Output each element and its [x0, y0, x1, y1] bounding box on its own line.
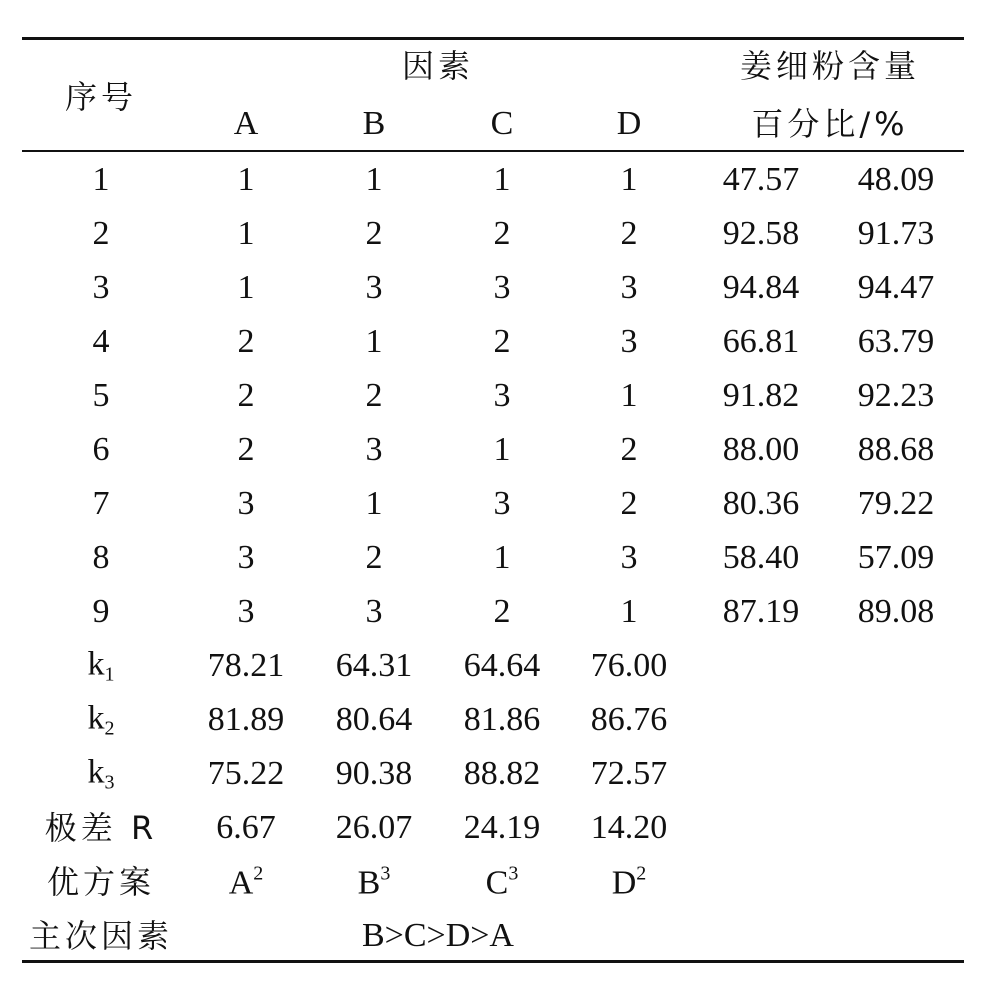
- table-cell-v1: 47.57: [722, 161, 800, 198]
- table-cell-c: 1: [493, 431, 511, 468]
- table-cell-v1: 88.00: [722, 431, 800, 468]
- table-cell-b: 3: [365, 593, 383, 630]
- table-cell-a: 1: [237, 215, 255, 252]
- table-cell-b: 2: [365, 215, 383, 252]
- k-cell-b: 80.64: [335, 701, 413, 738]
- k1-label: $k_1$: [87, 645, 115, 686]
- optimal-c: $C^3$: [485, 862, 519, 902]
- k-cell-c: 81.86: [463, 701, 541, 738]
- table-cell-b: 3: [365, 431, 383, 468]
- table-cell-v2: 92.23: [857, 377, 935, 414]
- table-cell-b: 1: [365, 161, 383, 198]
- table-cell-v1: 58.40: [722, 539, 800, 576]
- table-cell-seq: 6: [92, 431, 110, 468]
- table-cell-d: 2: [620, 215, 638, 252]
- table-cell-v2: 79.22: [857, 485, 935, 522]
- table-cell-seq: 8: [92, 539, 110, 576]
- table-cell-c: 1: [493, 539, 511, 576]
- optimal-d: $D^2$: [611, 862, 647, 902]
- table-cell-d: 2: [620, 485, 638, 522]
- table-cell-d: 3: [620, 323, 638, 360]
- table-cell-v1: 92.58: [722, 215, 800, 252]
- table-cell-seq: 1: [92, 161, 110, 198]
- table-cell-seq: 9: [92, 593, 110, 630]
- header-col-b: B: [362, 105, 386, 142]
- k3-label: $k_3$: [87, 753, 115, 794]
- table-cell-b: 3: [365, 269, 383, 306]
- table-cell-v2: 94.47: [857, 269, 935, 306]
- table-cell-d: 3: [620, 539, 638, 576]
- optimal-b: $B^3$: [357, 862, 391, 902]
- k2-label: $k_2$: [87, 699, 115, 740]
- table-cell-c: 2: [493, 323, 511, 360]
- table-cell-a: 3: [237, 593, 255, 630]
- table-cell-seq: 2: [92, 215, 110, 252]
- k-cell-d: 86.76: [590, 701, 668, 738]
- table-cell-c: 2: [493, 215, 511, 252]
- table-cell-c: 3: [493, 269, 511, 306]
- bottom-rule: [22, 960, 964, 963]
- table-cell-a: 3: [237, 539, 255, 576]
- range-cell-d: 14.20: [590, 809, 668, 846]
- k-cell-d: 76.00: [590, 647, 668, 684]
- k-cell-b: 64.31: [335, 647, 413, 684]
- table-cell-d: 3: [620, 269, 638, 306]
- table-cell-d: 2: [620, 431, 638, 468]
- table-cell-seq: 7: [92, 485, 110, 522]
- k-cell-a: 75.22: [207, 755, 285, 792]
- table-cell-b: 2: [365, 539, 383, 576]
- table-cell-seq: 3: [92, 269, 110, 306]
- table-cell-a: 2: [237, 323, 255, 360]
- k-cell-b: 90.38: [335, 755, 413, 792]
- table-cell-v2: 89.08: [857, 593, 935, 630]
- k-cell-d: 72.57: [590, 755, 668, 792]
- table-cell-d: 1: [620, 593, 638, 630]
- table-cell-b: 1: [365, 323, 383, 360]
- range-label: 极差 R: [44, 809, 158, 847]
- table-cell-d: 1: [620, 161, 638, 198]
- table-cell-seq: 5: [92, 377, 110, 414]
- table-cell-v2: 57.09: [857, 539, 935, 576]
- table-cell-v1: 91.82: [722, 377, 800, 414]
- header-rule: [22, 150, 964, 152]
- table-cell-v1: 66.81: [722, 323, 800, 360]
- table-cell-v2: 63.79: [857, 323, 935, 360]
- table-cell-a: 2: [237, 377, 255, 414]
- table-cell-v2: 91.73: [857, 215, 935, 252]
- range-cell-b: 26.07: [335, 809, 413, 846]
- k-cell-a: 78.21: [207, 647, 285, 684]
- table-cell-d: 1: [620, 377, 638, 414]
- table-cell-v2: 48.09: [857, 161, 935, 198]
- table-cell-a: 1: [237, 269, 255, 306]
- header-col-a: A: [233, 105, 259, 142]
- table-cell-seq: 4: [92, 323, 110, 360]
- table-cell-c: 3: [493, 377, 511, 414]
- header-seq: 序号: [64, 78, 138, 116]
- table-cell-c: 2: [493, 593, 511, 630]
- k-cell-c: 64.64: [463, 647, 541, 684]
- primary-order: B>C>D>A: [362, 917, 514, 954]
- optimal-a: $A^2$: [228, 862, 264, 902]
- table-cell-a: 1: [237, 161, 255, 198]
- range-cell-a: 6.67: [216, 809, 276, 846]
- primary-label: 主次因素: [28, 917, 174, 955]
- table-cell-a: 2: [237, 431, 255, 468]
- k-cell-c: 88.82: [463, 755, 541, 792]
- table-cell-c: 3: [493, 485, 511, 522]
- table-cell-b: 1: [365, 485, 383, 522]
- k-cell-a: 81.89: [207, 701, 285, 738]
- range-cell-c: 24.19: [463, 809, 541, 846]
- header-content-line2: 百分比/%: [751, 105, 909, 143]
- table-cell-v1: 80.36: [722, 485, 800, 522]
- table-cell-b: 2: [365, 377, 383, 414]
- optimal-label: 优方案: [46, 863, 156, 901]
- table-cell-v1: 87.19: [722, 593, 800, 630]
- header-content-line1: 姜细粉含量: [739, 47, 921, 85]
- top-rule: [22, 37, 964, 40]
- header-col-d: D: [616, 105, 642, 142]
- table-cell-v1: 94.84: [722, 269, 800, 306]
- header-factor: 因素: [401, 47, 475, 85]
- header-col-c: C: [490, 105, 514, 142]
- table-cell-c: 1: [493, 161, 511, 198]
- table-cell-a: 3: [237, 485, 255, 522]
- table-cell-v2: 88.68: [857, 431, 935, 468]
